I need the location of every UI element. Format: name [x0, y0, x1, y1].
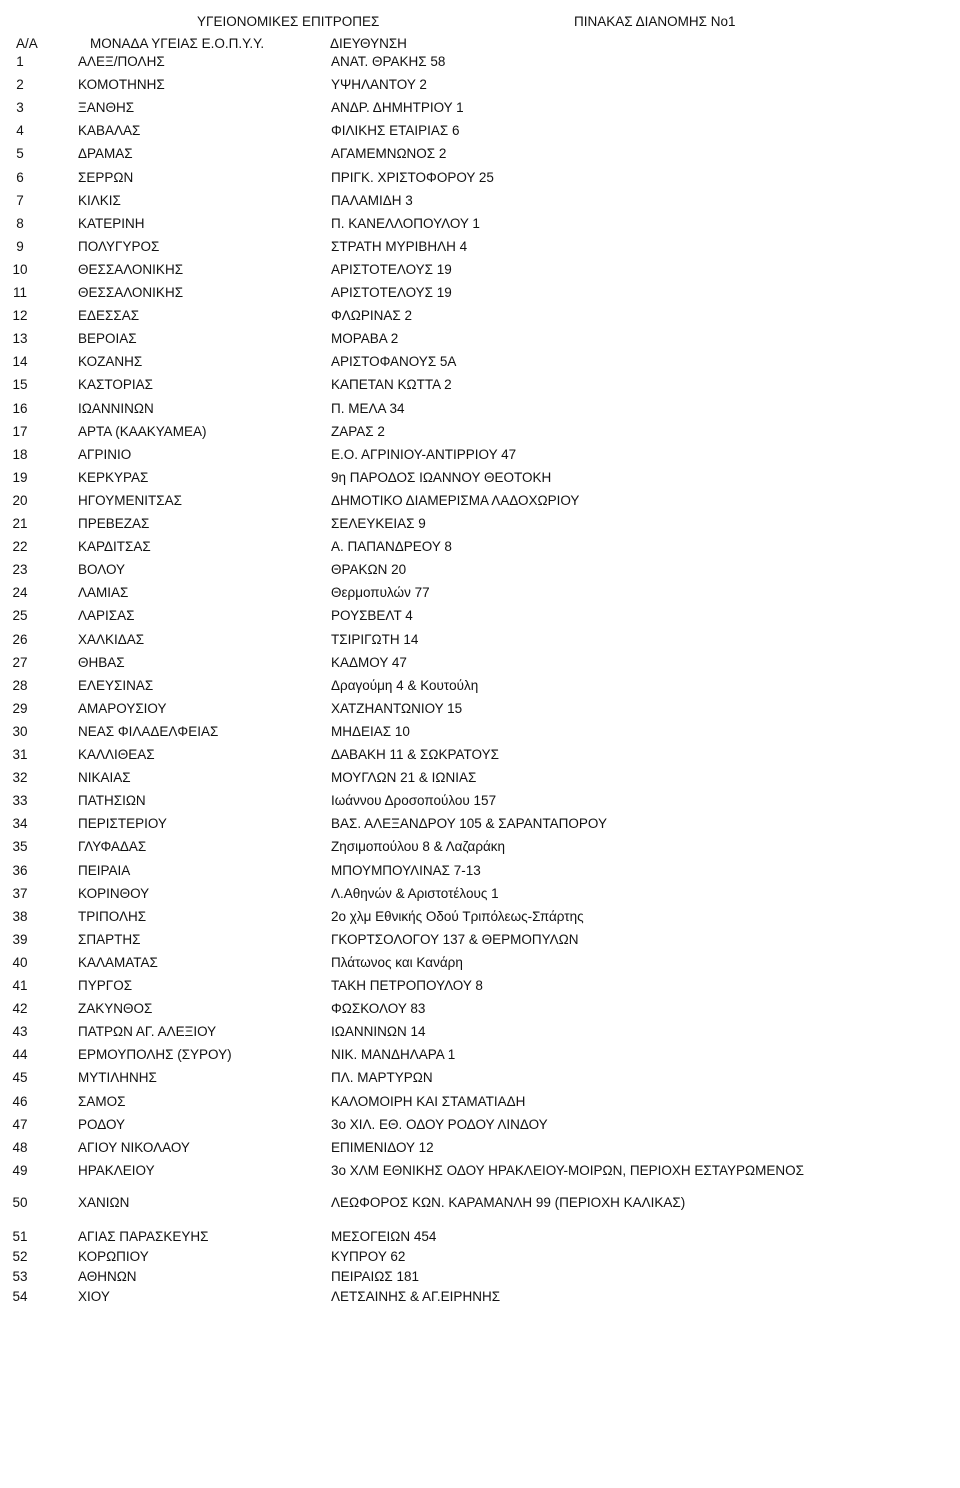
row-number: 39: [12, 931, 28, 947]
row-unit: ΚΑΣΤΟΡΙΑΣ: [78, 377, 153, 393]
table-row: [0, 262, 960, 278]
row-number: 51: [12, 1229, 28, 1244]
row-unit: ΜΥΤΙΛΗΝΗΣ: [78, 1070, 157, 1086]
row-number: 18: [12, 446, 28, 462]
row-address: Ιωάννου Δροσοπούλου 157: [331, 793, 497, 809]
row-address: ΚΑΔΜΟΥ 47: [331, 654, 407, 670]
table-row: [0, 886, 960, 902]
row-unit: ΕΔΕΣΣΑΣ: [78, 308, 140, 324]
row-unit: ΕΡΜΟΥΠΟΛΗΣ (ΣΥΡΟΥ): [78, 1047, 232, 1063]
row-number: 45: [12, 1070, 28, 1086]
row-number: 52: [12, 1249, 28, 1265]
table-row: [0, 193, 960, 209]
row-address: ΤΣΙΡΙΓΩΤΗ 14: [331, 631, 419, 647]
table-row: [0, 54, 960, 70]
table-row: [0, 562, 960, 578]
row-number: 9: [16, 238, 24, 254]
row-address: ΑΡΙΣΤΟΦΑΝΟΥΣ 5Α: [331, 354, 457, 370]
table-row: [0, 470, 960, 486]
row-address: ΒΑΣ. ΑΛΕΞΑΝΔΡΟΥ 105 & ΣΑΡΑΝΤΑΠΟΡΟΥ: [331, 816, 607, 832]
row-number: 43: [12, 1024, 28, 1040]
row-address: ΜΗΔΕΙΑΣ 10: [331, 723, 410, 739]
table-row: [0, 585, 960, 601]
row-unit: ΠΕΙΡΑΙΑ: [78, 862, 131, 878]
row-address: ΜΟΥΓΛΩΝ 21 & ΙΩΝΙΑΣ: [331, 770, 477, 786]
row-address: ΛΕΩΦΟΡΟΣ ΚΩΝ. ΚΑΡΑΜΑΝΛΗ 99 (ΠΕΡΙΟΧΗ ΚΑΛΙΚΑΣ): [331, 1195, 686, 1210]
row-address: Πλάτωνος και Κανάρη: [331, 954, 463, 970]
row-number: 10: [12, 261, 28, 277]
row-number: 17: [12, 423, 28, 439]
table-row: [0, 123, 960, 139]
row-number: 41: [12, 978, 28, 993]
row-address: ΣΤΡΑΤΗ ΜΥΡΙΒΗΛΗ 4: [331, 238, 468, 254]
table-row: [0, 1117, 960, 1133]
row-number: 32: [12, 770, 28, 786]
row-address: ΦΛΩΡΙΝΑΣ 2: [331, 308, 412, 324]
row-address: ΧΑΤΖΗΑΝΤΩΝΙΟΥ 15: [331, 700, 463, 716]
row-number: 26: [12, 631, 28, 647]
row-unit: ΚΑΤΕΡΙΝΗ: [78, 215, 145, 231]
row-address: ΑΡΙΣΤΟΤΕΛΟΥΣ 19: [331, 261, 452, 277]
row-address: ΠΑΛΑΜΙΔΗ 3: [331, 192, 413, 208]
table-row: [0, 447, 960, 463]
row-address: ΑΝΔΡ. ΔΗΜΗΤΡΙΟΥ 1: [331, 100, 464, 116]
row-unit: ΑΘΗΝΩΝ: [78, 1269, 137, 1285]
row-number: 34: [12, 816, 28, 832]
row-address: Ζησιμοπούλου 8 & Λαζαράκη: [331, 839, 506, 855]
row-number: 47: [12, 1116, 28, 1132]
table-row: [0, 1163, 960, 1179]
row-address: ΦΙΛΙΚΗΣ ΕΤΑΙΡΙΑΣ 6: [331, 123, 460, 139]
row-number: 37: [12, 885, 28, 901]
row-address: ΜΟΡΑΒΑ 2: [331, 331, 399, 347]
table-row: [0, 1289, 960, 1305]
table-row: [0, 932, 960, 948]
row-unit: ΧΑΛΚΙΔΑΣ: [78, 631, 145, 647]
row-unit: ΑΓΙΑΣ ΠΑΡΑΣΚΕΥΗΣ: [78, 1229, 209, 1244]
row-number: 6: [16, 169, 24, 185]
row-unit: ΚΑΡΔΙΤΣΑΣ: [78, 539, 151, 555]
row-unit: ΚΕΡΚΥΡΑΣ: [78, 469, 149, 485]
table-row: [0, 170, 960, 186]
row-number: 2: [16, 77, 24, 93]
table-row: [0, 331, 960, 347]
row-unit: ΒΕΡΟΙΑΣ: [78, 331, 137, 347]
row-address: ΜΠΟΥΜΠΟΥΛΙΝΑΣ 7-13: [331, 862, 481, 878]
row-unit: ΔΡΑΜΑΣ: [78, 146, 133, 162]
row-number: 27: [12, 654, 28, 670]
row-address: ΥΨΗΛΑΝΤΟΥ 2: [331, 77, 427, 93]
table-row: [0, 285, 960, 301]
row-number: 13: [12, 331, 28, 347]
document-title: ΥΓΕΙΟΝΟΜΙΚΕΣ ΕΠΙΤΡΟΠΕΣ: [197, 14, 380, 29]
row-number: 31: [12, 747, 28, 762]
table-row: [0, 1070, 960, 1086]
row-unit: ΑΛΕΞ/ΠΟΛΗΣ: [78, 54, 165, 69]
table-row: [0, 978, 960, 994]
row-number: 1: [16, 54, 24, 69]
table-row: [0, 1047, 960, 1063]
row-number: 44: [12, 1047, 28, 1063]
table-row: [0, 146, 960, 162]
table-row: [0, 655, 960, 671]
row-unit: ΣΕΡΡΩΝ: [78, 169, 134, 185]
row-number: 29: [12, 700, 28, 716]
row-unit: ΘΕΣΣΑΛΟΝΙΚΗΣ: [78, 261, 184, 277]
row-unit: ΖΑΚΥΝΘΟΣ: [78, 1001, 153, 1017]
table-row: [0, 493, 960, 509]
row-address: ΚΥΠΡΟΥ 62: [331, 1249, 406, 1265]
row-unit: ΝΕΑΣ ΦΙΛΑΔΕΛΦΕΙΑΣ: [78, 723, 219, 739]
row-unit: ΠΑΤΡΩΝ ΑΓ. ΑΛΕΞΙΟΥ: [78, 1024, 217, 1040]
row-unit: ΛΑΜΙΑΣ: [78, 585, 129, 601]
table-row: [0, 678, 960, 694]
table-row: [0, 100, 960, 116]
row-address: ΠΛ. ΜΑΡΤΥΡΩΝ: [331, 1070, 433, 1086]
row-unit: ΠΕΡΙΣΤΕΡΙΟΥ: [78, 816, 167, 832]
row-address: ΔΗΜΟΤΙΚΟ ΔΙΑΜΕΡΙΣΜΑ ΛΑΔΟΧΩΡΙΟΥ: [331, 492, 580, 508]
table-row: [0, 239, 960, 255]
table-row: [0, 608, 960, 624]
table-row: [0, 701, 960, 717]
row-unit: ΝΙΚΑΙΑΣ: [78, 770, 131, 786]
row-unit: ΚΑΒΑΛΑΣ: [78, 123, 141, 139]
row-number: 11: [12, 285, 27, 300]
row-number: 14: [12, 354, 28, 370]
row-unit: ΛΑΡΙΣΑΣ: [78, 608, 135, 624]
table-row: [0, 793, 960, 809]
row-number: 5: [16, 146, 24, 162]
row-number: 4: [16, 123, 24, 139]
row-number: 53: [12, 1269, 28, 1285]
row-unit: ΑΡΤΑ (ΚΑΑΚΥΑΜΕΑ): [78, 423, 207, 439]
row-address: Α. ΠΑΠΑΝΔΡΕΟΥ 8: [331, 539, 452, 555]
table-row: [0, 909, 960, 925]
table-row: [0, 401, 960, 417]
table-row: [0, 216, 960, 232]
row-address: ΠΡΙΓΚ. ΧΡΙΣΤΟΦΟΡΟΥ 25: [331, 169, 494, 185]
row-unit: ΚΟΡΙΝΘΟΥ: [78, 885, 150, 901]
row-address: ΑΓΑΜΕΜΝΩΝΟΣ 2: [331, 146, 447, 162]
row-number: 42: [12, 1001, 28, 1017]
row-number: 12: [12, 308, 28, 324]
table-row: [0, 354, 960, 370]
row-unit: ΚΙΛΚΙΣ: [78, 192, 121, 208]
row-address: Θερμοπυλών 77: [331, 585, 430, 601]
row-unit: ΠΑΤΗΣΙΩΝ: [78, 793, 146, 809]
row-number: 46: [12, 1093, 28, 1109]
row-unit: ΠΟΛΥΓΥΡΟΣ: [78, 238, 160, 254]
table-row: [0, 377, 960, 393]
row-number: 20: [12, 492, 28, 508]
row-unit: ΠΡΕΒΕΖΑΣ: [78, 516, 150, 531]
row-number: 25: [12, 608, 28, 624]
row-address: 9η ΠΑΡΟΔΟΣ ΙΩΑΝΝΟΥ ΘΕΟΤΟΚΗ: [331, 469, 552, 485]
table-row: [0, 1024, 960, 1040]
table-row: [0, 955, 960, 971]
table-row: [0, 516, 960, 532]
row-address: ΦΩΣΚΟΛΟΥ 83: [331, 1001, 426, 1017]
row-address: ΤΑΚΗ ΠΕΤΡΟΠΟΥΛΟΥ 8: [331, 978, 483, 993]
row-unit: ΚΟΜΟΤΗΝΗΣ: [78, 77, 165, 93]
row-unit: ΑΜΑΡΟΥΣΙΟΥ: [78, 700, 167, 716]
row-unit: ΞΑΝΘΗΣ: [78, 100, 135, 116]
table-row: [0, 1094, 960, 1110]
row-number: 40: [12, 954, 28, 970]
row-number: 50: [12, 1195, 28, 1210]
row-address: 3ο ΧΙΛ. ΕΘ. ΟΔΟΥ ΡΟΔΟΥ ΛΙΝΔΟΥ: [331, 1116, 548, 1132]
row-address: ΘΡΑΚΩΝ 20: [331, 562, 407, 578]
row-unit: ΕΛΕΥΣΙΝΑΣ: [78, 677, 154, 693]
row-number: 7: [16, 192, 24, 208]
table-row: [0, 1229, 960, 1245]
row-address: ΔΑΒΑΚΗ 11 & ΣΩΚΡΑΤΟΥΣ: [331, 747, 499, 762]
row-address: ΕΠΙΜΕΝΙΔΟΥ 12: [331, 1139, 434, 1155]
row-unit: ΑΓΙΟΥ ΝΙΚΟΛΑΟΥ: [78, 1139, 190, 1155]
row-address: ΣΕΛΕΥΚΕΙΑΣ 9: [331, 516, 426, 531]
row-address: 3ο ΧΛΜ ΕΘΝΙΚΗΣ ΟΔΟΥ ΗΡΑΚΛΕΙΟΥ-ΜΟΙΡΩΝ, ΠΕΡΙΟΧΗ ΕΣΤΑΥΡΩΜΕΝΟΣ: [331, 1162, 804, 1178]
table-row: [0, 1195, 960, 1211]
row-unit: ΘΗΒΑΣ: [78, 654, 125, 670]
row-unit: ΚΟΖΑΝΗΣ: [78, 354, 143, 370]
row-address: ΠΕΙΡΑΙΩΣ 181: [331, 1269, 419, 1285]
row-address: ΚΑΠΕΤΑΝ ΚΩΤΤΑ 2: [331, 377, 452, 393]
row-address: Δραγούμη 4 & Κουτούλη: [331, 677, 479, 693]
row-unit: ΒΟΛΟΥ: [78, 562, 126, 578]
column-header-number: Α/Α: [16, 36, 38, 51]
row-number: 23: [12, 562, 28, 578]
distribution-table-label: ΠΙΝΑΚΑΣ ΔΙΑΝΟΜΗΣ Νο1: [574, 14, 736, 29]
column-header-unit: ΜΟΝΑΔΑ ΥΓΕΙΑΣ Ε.Ο.Π.Υ.Υ.: [90, 36, 265, 51]
row-unit: ΚΑΛΑΜΑΤΑΣ: [78, 954, 158, 970]
row-number: 30: [12, 723, 28, 739]
row-unit: ΤΡΙΠΟΛΗΣ: [78, 908, 147, 924]
table-row: [0, 770, 960, 786]
row-address: ΙΩΑΝΝΙΝΩΝ 14: [331, 1024, 426, 1040]
row-unit: ΗΓΟΥΜΕΝΙΤΣΑΣ: [78, 492, 182, 508]
row-address: Π. ΚΑΝΕΛΛΟΠΟΥΛΟΥ 1: [331, 215, 480, 231]
row-address: ΓΚΟΡΤΣΟΛΟΓΟΥ 137 & ΘΕΡΜΟΠΥΛΩΝ: [331, 931, 579, 947]
row-address: ΛΕΤΣΑΙΝΗΣ & ΑΓ.ΕΙΡΗΝΗΣ: [331, 1289, 501, 1305]
row-number: 8: [16, 215, 24, 231]
table-row: [0, 747, 960, 763]
row-address: ΝΙΚ. ΜΑΝΔΗΛΑΡΑ 1: [331, 1047, 456, 1063]
table-row: [0, 1001, 960, 1017]
row-number: 36: [12, 862, 28, 878]
table-row: [0, 816, 960, 832]
row-unit: ΚΟΡΩΠΙΟΥ: [78, 1249, 149, 1265]
row-unit: ΣΠΑΡΤΗΣ: [78, 931, 141, 947]
row-address: Λ.Αθηνών & Αριστοτέλους 1: [331, 885, 499, 901]
row-address: ΑΝΑΤ. ΘΡΑΚΗΣ 58: [331, 54, 446, 69]
row-number: 38: [12, 908, 28, 924]
row-number: 48: [12, 1139, 28, 1155]
row-unit: ΣΑΜΟΣ: [78, 1093, 126, 1109]
row-address: ΑΡΙΣΤΟΤΕΛΟΥΣ 19: [331, 285, 452, 300]
row-unit: ΗΡΑΚΛΕΙΟΥ: [78, 1162, 155, 1178]
row-number: 19: [12, 469, 28, 485]
table-row: [0, 632, 960, 648]
row-unit: ΡΟΔΟΥ: [78, 1116, 126, 1132]
row-address: ΖΑΡΑΣ 2: [331, 423, 385, 439]
row-number: 21: [12, 516, 28, 531]
table-row: [0, 724, 960, 740]
row-address: Π. ΜΕΛΑ 34: [331, 400, 405, 416]
table-row: [0, 1249, 960, 1265]
table-row: [0, 308, 960, 324]
row-address: ΜΕΣΟΓΕΙΩΝ 454: [331, 1229, 437, 1244]
row-unit: ΘΕΣΣΑΛΟΝΙΚΗΣ: [78, 285, 184, 300]
row-unit: ΑΓΡΙΝΙΟ: [78, 446, 132, 462]
row-number: 15: [12, 377, 28, 393]
row-number: 22: [12, 539, 28, 555]
row-unit: ΧΑΝΙΩΝ: [78, 1195, 130, 1210]
row-number: 33: [12, 793, 28, 809]
row-number: 24: [12, 585, 28, 601]
row-number: 28: [12, 677, 28, 693]
row-address: ΡΟΥΣΒΕΛΤ 4: [331, 608, 413, 624]
row-number: 16: [12, 400, 28, 416]
row-address: Ε.Ο. ΑΓΡΙΝΙΟΥ-ΑΝΤΙΡΡΙΟΥ 47: [331, 446, 517, 462]
row-unit: ΠΥΡΓΟΣ: [78, 978, 133, 993]
table-row: [0, 1269, 960, 1285]
table-row: [0, 1140, 960, 1156]
row-address: ΚΑΛΟΜΟΙΡΗ ΚΑΙ ΣΤΑΜΑΤΙΑΔΗ: [331, 1093, 526, 1109]
table-row: [0, 839, 960, 855]
row-unit: ΧΙΟΥ: [78, 1289, 110, 1305]
row-unit: ΚΑΛΛΙΘΕΑΣ: [78, 747, 155, 762]
row-number: 35: [12, 839, 28, 855]
row-address: 2ο χλμ Εθνικής Οδού Τριπόλεως-Σπάρτης: [331, 908, 584, 924]
column-header-address: ΔΙΕΥΘΥΝΣΗ: [330, 36, 407, 51]
table-row: [0, 77, 960, 93]
row-number: 49: [12, 1162, 28, 1178]
table-row: [0, 424, 960, 440]
table-row: [0, 863, 960, 879]
table-row: [0, 539, 960, 555]
row-number: 3: [16, 100, 24, 116]
row-unit: ΙΩΑΝΝΙΝΩΝ: [78, 400, 154, 416]
row-unit: ΓΛΥΦΑΔΑΣ: [78, 839, 147, 855]
row-number: 54: [12, 1289, 28, 1305]
